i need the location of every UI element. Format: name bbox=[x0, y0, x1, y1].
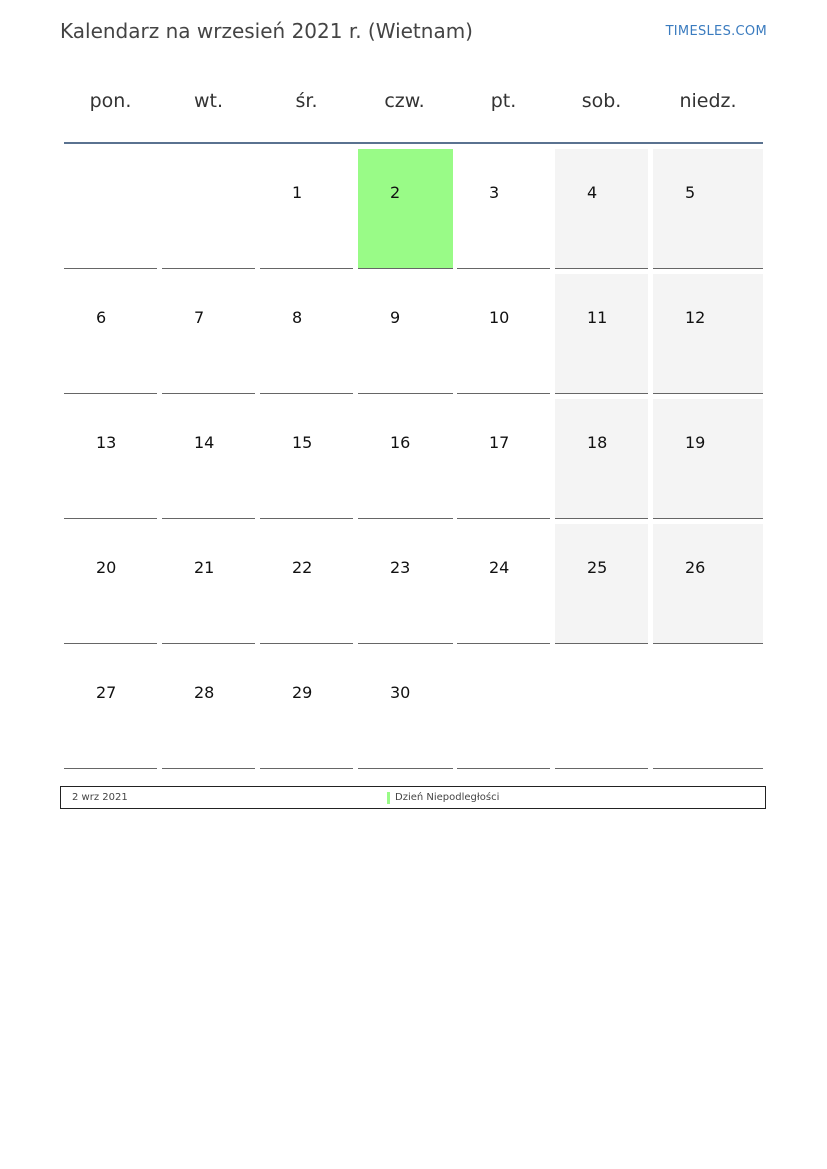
cell-divider bbox=[64, 518, 157, 519]
cell-divider bbox=[653, 268, 763, 269]
cell-divider bbox=[260, 643, 353, 644]
day-cell-4 bbox=[555, 149, 648, 268]
day-number: 1 bbox=[292, 183, 303, 202]
cell-divider bbox=[64, 393, 157, 394]
day-number: 6 bbox=[96, 308, 107, 327]
day-number: 10 bbox=[489, 308, 510, 327]
day-number: 2 bbox=[390, 183, 401, 202]
day-cell-20 bbox=[64, 524, 157, 643]
cell-divider bbox=[64, 268, 157, 269]
cell-divider bbox=[260, 268, 353, 269]
day-number: 25 bbox=[587, 558, 608, 577]
day-cell-5 bbox=[653, 149, 763, 268]
day-number: 8 bbox=[292, 308, 303, 327]
day-number: 17 bbox=[489, 433, 510, 452]
day-cell-10 bbox=[457, 274, 550, 393]
day-cell-6 bbox=[64, 274, 157, 393]
cell-divider bbox=[64, 643, 157, 644]
day-number: 30 bbox=[390, 683, 411, 702]
cell-divider bbox=[457, 268, 550, 269]
day-number: 16 bbox=[390, 433, 411, 452]
cell-divider bbox=[555, 268, 648, 269]
weekday-wednesday: śr. bbox=[295, 90, 318, 112]
cell-divider bbox=[162, 393, 255, 394]
day-cell-11 bbox=[555, 274, 648, 393]
day-number: 9 bbox=[390, 308, 401, 327]
weekday-sunday: niedz. bbox=[679, 90, 737, 112]
day-number: 20 bbox=[96, 558, 117, 577]
empty-day-cell bbox=[457, 649, 550, 768]
day-cell-29 bbox=[260, 649, 353, 768]
cell-divider bbox=[555, 393, 648, 394]
cell-divider bbox=[358, 768, 453, 769]
day-number: 15 bbox=[292, 433, 313, 452]
cell-divider bbox=[653, 643, 763, 644]
day-number: 26 bbox=[685, 558, 706, 577]
day-number: 21 bbox=[194, 558, 215, 577]
day-cell-16 bbox=[358, 399, 453, 518]
day-cell-15 bbox=[260, 399, 353, 518]
day-cell-23 bbox=[358, 524, 453, 643]
day-cell-14 bbox=[162, 399, 255, 518]
day-number: 11 bbox=[587, 308, 608, 327]
day-cell-9 bbox=[358, 274, 453, 393]
empty-day-cell bbox=[162, 149, 255, 268]
cell-divider bbox=[162, 643, 255, 644]
cell-divider bbox=[555, 518, 648, 519]
day-number: 3 bbox=[489, 183, 500, 202]
day-cell-8 bbox=[260, 274, 353, 393]
cell-divider bbox=[457, 768, 550, 769]
day-cell-7 bbox=[162, 274, 255, 393]
weekday-tuesday: wt. bbox=[193, 90, 224, 112]
day-number: 13 bbox=[96, 433, 117, 452]
cell-divider bbox=[555, 643, 648, 644]
cell-divider bbox=[653, 768, 763, 769]
holiday-legend bbox=[60, 786, 766, 809]
empty-day-cell bbox=[64, 149, 157, 268]
day-cell-13 bbox=[64, 399, 157, 518]
day-cell-2 bbox=[358, 149, 453, 268]
day-cell-25 bbox=[555, 524, 648, 643]
day-cell-12 bbox=[653, 274, 763, 393]
day-number: 23 bbox=[390, 558, 411, 577]
site-link[interactable]: TIMESLES.COM bbox=[665, 24, 767, 39]
day-number: 19 bbox=[685, 433, 706, 452]
day-number: 12 bbox=[685, 308, 706, 327]
empty-day-cell bbox=[555, 649, 648, 768]
day-number: 18 bbox=[587, 433, 608, 452]
day-number: 28 bbox=[194, 683, 215, 702]
day-number: 4 bbox=[587, 183, 598, 202]
day-cell-21 bbox=[162, 524, 255, 643]
page-title: Kalendarz na wrzesień 2021 r. (Wietnam) bbox=[60, 19, 473, 43]
day-cell-27 bbox=[64, 649, 157, 768]
cell-divider bbox=[162, 518, 255, 519]
legend-date: 2 wrz 2021 bbox=[72, 792, 128, 803]
day-cell-18 bbox=[555, 399, 648, 518]
cell-divider bbox=[358, 393, 453, 394]
day-cell-17 bbox=[457, 399, 550, 518]
weekday-monday: pon. bbox=[89, 90, 132, 112]
cell-divider bbox=[653, 518, 763, 519]
day-number: 14 bbox=[194, 433, 215, 452]
day-cell-24 bbox=[457, 524, 550, 643]
cell-divider bbox=[457, 393, 550, 394]
weekday-saturday: sob. bbox=[581, 90, 622, 112]
cell-divider bbox=[162, 768, 255, 769]
weekday-thursday: czw. bbox=[384, 90, 425, 112]
day-cell-22 bbox=[260, 524, 353, 643]
day-cell-30 bbox=[358, 649, 453, 768]
day-cell-26 bbox=[653, 524, 763, 643]
cell-divider bbox=[260, 393, 353, 394]
legend-color-marker bbox=[387, 792, 390, 804]
day-cell-3 bbox=[457, 149, 550, 268]
cell-divider bbox=[457, 643, 550, 644]
cell-divider bbox=[358, 268, 453, 269]
cell-divider bbox=[555, 768, 648, 769]
cell-divider bbox=[162, 268, 255, 269]
day-number: 5 bbox=[685, 183, 696, 202]
day-cell-1 bbox=[260, 149, 353, 268]
day-number: 27 bbox=[96, 683, 117, 702]
cell-divider bbox=[64, 768, 157, 769]
day-number: 24 bbox=[489, 558, 510, 577]
cell-divider bbox=[358, 518, 453, 519]
day-number: 22 bbox=[292, 558, 313, 577]
day-cell-19 bbox=[653, 399, 763, 518]
day-number: 29 bbox=[292, 683, 313, 702]
empty-day-cell bbox=[653, 649, 763, 768]
cell-divider bbox=[358, 643, 453, 644]
weekday-friday: pt. bbox=[490, 90, 517, 112]
day-cell-28 bbox=[162, 649, 255, 768]
cell-divider bbox=[653, 393, 763, 394]
header-rule bbox=[64, 142, 763, 144]
cell-divider bbox=[260, 768, 353, 769]
cell-divider bbox=[260, 518, 353, 519]
weekday-header bbox=[64, 90, 763, 118]
legend-holiday-name: Dzień Niepodległości bbox=[395, 792, 500, 803]
cell-divider bbox=[457, 518, 550, 519]
day-number: 7 bbox=[194, 308, 205, 327]
